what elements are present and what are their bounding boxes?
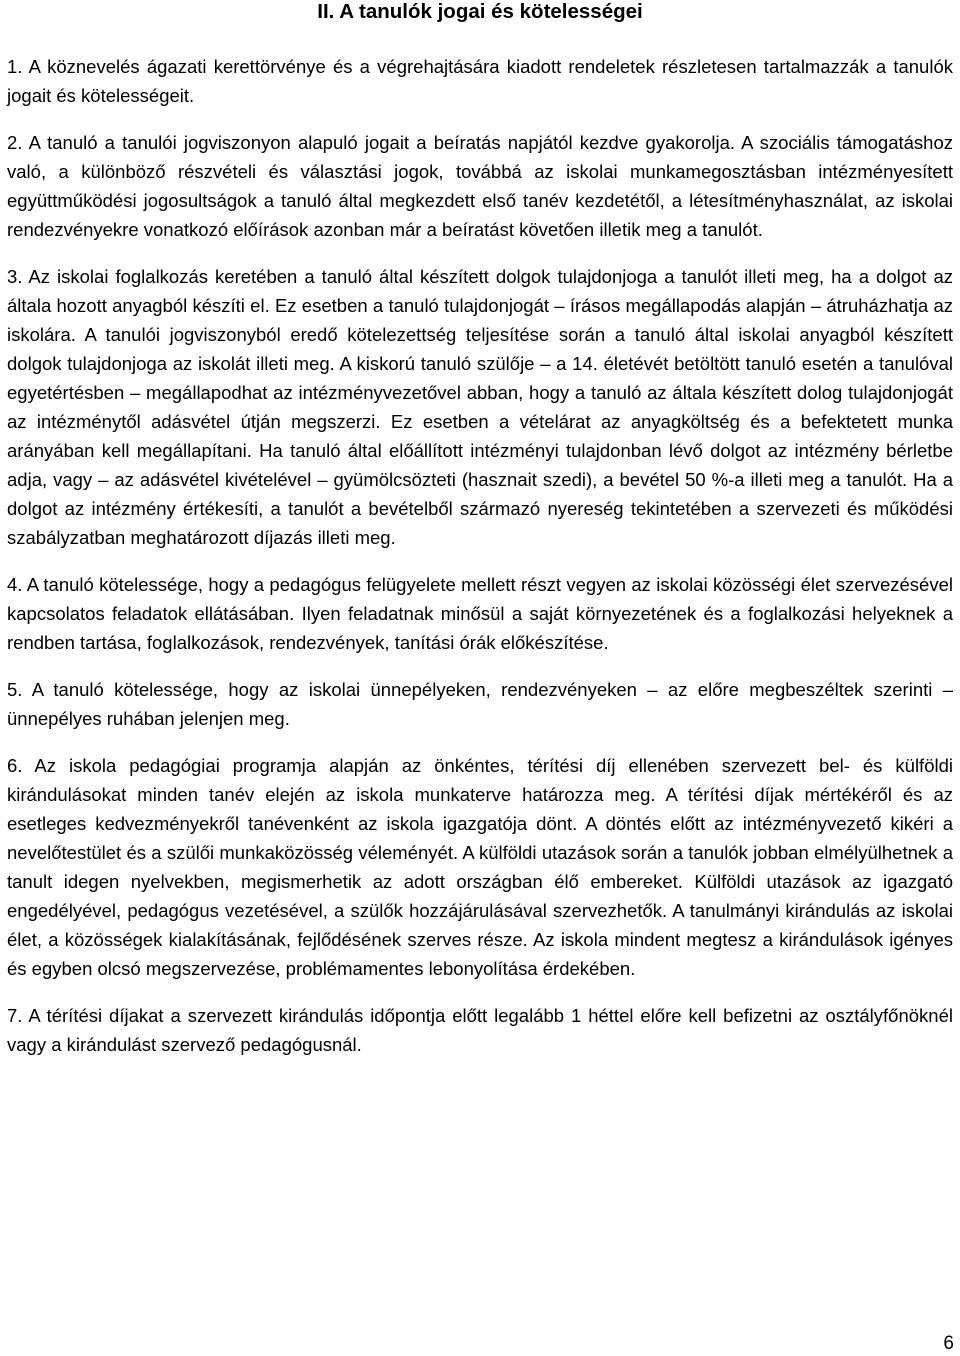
- page-number: 6: [943, 1333, 954, 1354]
- paragraph-4: 4. A tanuló kötelessége, hogy a pedagógus felügyelete mellett részt vegyen az iskolai közösségi élet szervezésével kapcsolatos feladatok ellátásában. Ilyen feladatnak minősül a saját környezetének és a foglalkozási helyeknek a rendben tartása, foglalkozások, rendezvények, tanítási órák előkészítése.: [7, 574, 953, 653]
- paragraph-2: 2. A tanuló a tanulói jogviszonyon alapuló jogait a beíratás napjától kezdve gyakorolja. A szociális támogatáshoz való, a különböző részvételi és választási jogok, továbbá az iskolai munkamegosztásban intézményesített együttműködési jogosultságok a tanuló által megkezdett első tanév kezdetétől, a létesítményhasználat, az iskolai rendezvényekre vonatkozó előírások azonban már a beíratást követően illetik meg a tanulót.: [7, 132, 953, 240]
- paragraph-7: 7. A térítési díjakat a szervezett kirándulás időpontja előtt legalább 1 héttel előre kell befizetni az osztályfőnöknél vagy a kirándulást szervező pedagógusnál.: [7, 1005, 953, 1055]
- paragraph-1: 1. A köznevelés ágazati kerettörvénye és a végrehajtására kiadott rendeletek részletesen tartalmazzák a tanulók jogait és kötelességeit.: [7, 56, 953, 106]
- section-heading: II. A tanulók jogai és kötelességei: [317, 0, 643, 23]
- document-page: [7, 0, 953, 1077]
- paragraph-6: 6. Az iskola pedagógiai programja alapján az önkéntes, térítési díj ellenében szervezett bel- és külföldi kirándulásokat minden tanév elején az iskola munkaterve határozza meg. A térítési díjak mértékéről és az esetleges kedvezményekről tanévenként az iskola igazgatója dönt. A döntés előtt az intézményvezető kikéri a nevelőtestület és a szülői munkaközösség véleményét. A külföldi utazások során a tanulók jobban elmélyülhetnek a tanult idegen nyelvekben, megismerhetik az adott országban élő embereket. Külföldi utazások az igazgató engedélyével, pedagógus vezetésével, a szülők hozzájárulásával szervezhetők. A tanulmányi kirándulás az iskolai élet, a közösségek kialakításának, fejlődésének szerves része. Az iskola mindent megtesz a kirándulások igényes és egyben olcsó megszervezése, problémamentes lebonyolítása érdekében.: [7, 755, 953, 979]
- paragraph-3: 3. Az iskolai foglalkozás keretében a tanuló által készített dolgok tulajdonjoga a tanulót illeti meg, ha a dolgot az általa hozott anyagból készíti el. Ez esetben a tanuló tulajdonjogát – írásos megállapodás alapján – átruházhatja az iskolára. A tanulói jogviszonyból eredő kötelezettség teljesítése során a tanuló által iskolai anyagból készített dolgok tulajdonjoga az iskolát illeti meg. A kiskorú tanuló szülője – a 14. életévét betöltött tanuló esetén a tanulóval egyetértésben – megállapodhat az intézményvezetővel abban, hogy a tanuló az általa készített dolog tulajdonjogát az intézménytől adásvétel útján megszerzi. Ez esetben a vételárat az anyagköltség és a befektetett munka arányában kell megállapítani. Ha tanuló által előállított intézményi tulajdonban lévő dolgot az intézmény bérletbe adja, vagy – az adásvétel kivételével – gyümölcsözteti (hasznait szedi), a bevétel 50 %-a illeti meg a tanulót. Ha a dolgot az intézmény értékesíti, a tanulót a bevételből származó nyereség tekintetében a szervezeti és működési szabályzatban meghatározott díjazás illeti meg.: [7, 266, 953, 548]
- paragraph-5: 5. A tanuló kötelessége, hogy az iskolai ünnepélyeken, rendezvényeken – az előre megbeszéltek szerinti – ünnepélyes ruhában jelenjen meg.: [7, 679, 953, 729]
